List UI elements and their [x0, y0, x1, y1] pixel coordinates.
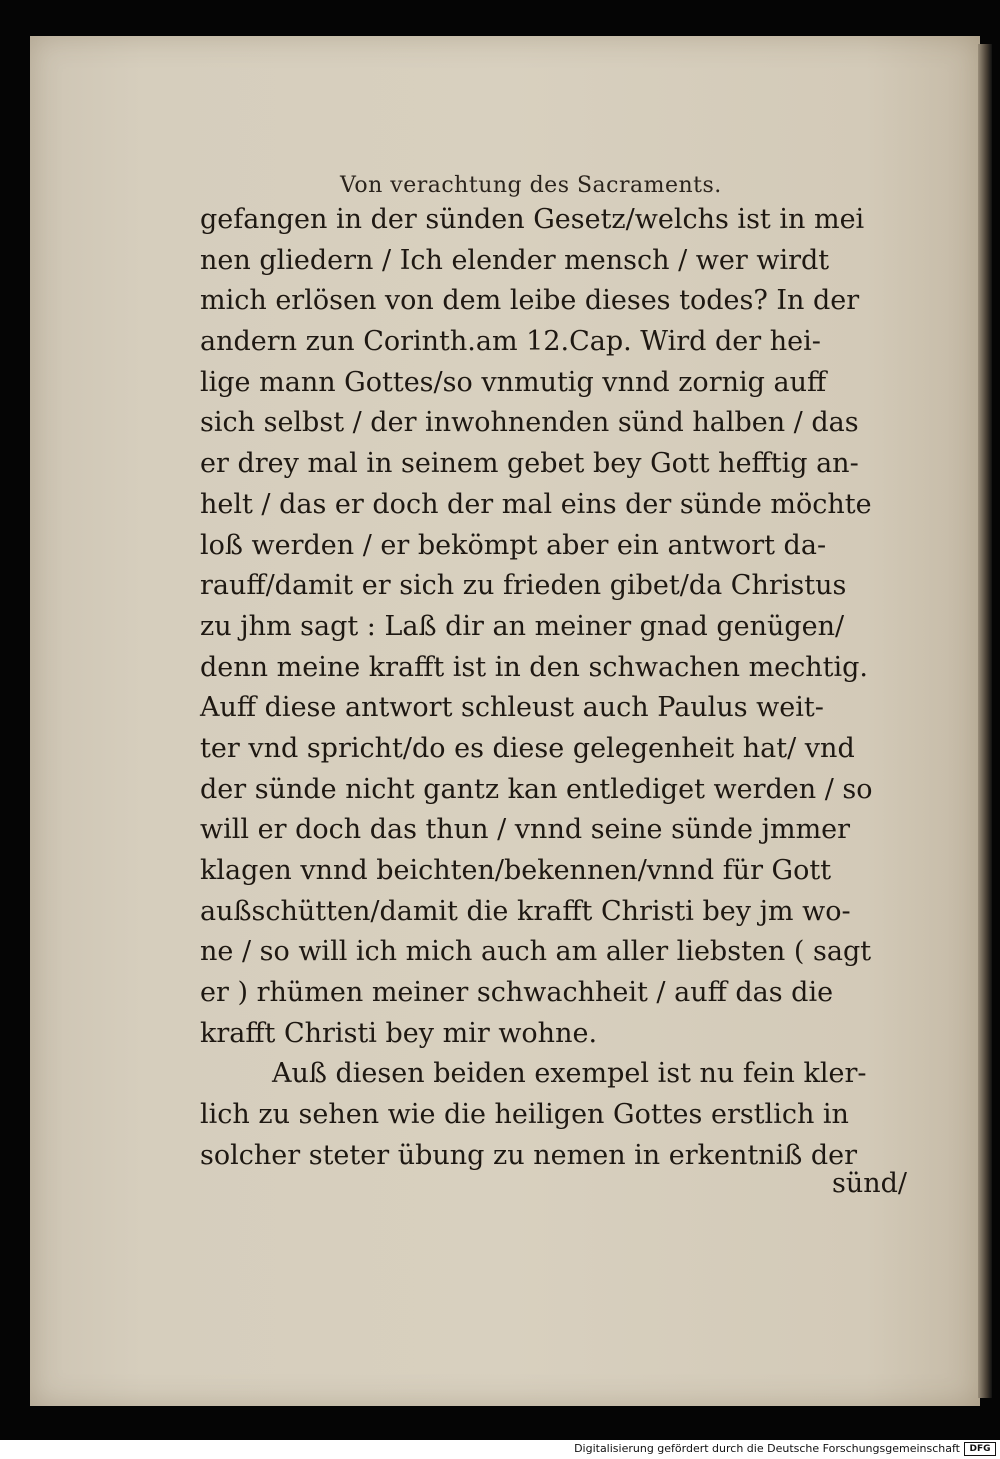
text-line: andern zun Corinth.am 12.Cap. Wird der hei- [200, 326, 821, 358]
text-line: gefangen in der sünden Gesetz/welchs ist in mei [200, 204, 865, 235]
text-line: sich selbst / der inwohnenden sünd halben / das [200, 407, 859, 439]
text-line: außschütten/damit die krafft Christi bey jm wo- [200, 895, 851, 927]
text-line: will er doch das thun / vnnd seine sünde jmmer [200, 814, 851, 846]
text-line: zu jhm sagt : Laß dir an meiner gnad genügen/ [200, 610, 845, 642]
catchword: sünd/ [832, 1168, 908, 1199]
footer-bar [0, 1440, 1000, 1459]
text-line: nen gliedern / Ich elender mensch / wer wirdt [200, 244, 830, 276]
text-line: lige mann Gottes/so vnmutig vnnd zornig auff [200, 366, 827, 398]
body-text [200, 200, 920, 1177]
running-head: Von verachtung des Sacraments. [340, 173, 722, 198]
text-line: loß werden / er bekömpt aber ein antwort da- [200, 529, 827, 561]
text-line: helt / das er doch der mal eins der sünde möchte [200, 488, 872, 520]
text-line: der sünde nicht gantz kan entlediget werden / so [200, 773, 873, 805]
text-line: krafft Christi bey mir wohne. [200, 1017, 598, 1049]
text-line: ter vnd spricht/do es diese gelegenheit hat/ vnd [200, 732, 855, 764]
dfg-logo: DFG [964, 1442, 996, 1456]
text-line: mich erlösen von dem leibe dieses todes? In der [200, 285, 860, 317]
text-line: rauff/damit er sich zu frieden gibet/da Christus [200, 570, 847, 602]
page-edge [978, 44, 992, 1398]
funding-credit: Digitalisierung gefördert durch die Deutsche Forschungsgemeinschaft [574, 1442, 960, 1455]
text-line: lich zu sehen wie die heiligen Gottes erstlich in [200, 1099, 849, 1131]
text-line: er drey mal in seinem gebet bey Gott hefftig an- [200, 448, 859, 480]
text-line: klagen vnnd beichten/bekennen/vnnd für Gott [200, 855, 832, 886]
text-line: er ) rhümen meiner schwachheit / auff das die [200, 977, 834, 1009]
text-line: denn meine krafft ist in den schwachen mechtig. [200, 651, 869, 683]
text-line: solcher steter übung zu nemen in erkentniß der [200, 1139, 858, 1171]
text-line: Auff diese antwort schleust auch Paulus weit- [200, 692, 824, 724]
paragraph-start-line: Auß diesen beiden exempel ist nu fein kler- [272, 1058, 867, 1090]
text-line: ne / so will ich mich auch am aller liebsten ( sagt [200, 936, 872, 968]
